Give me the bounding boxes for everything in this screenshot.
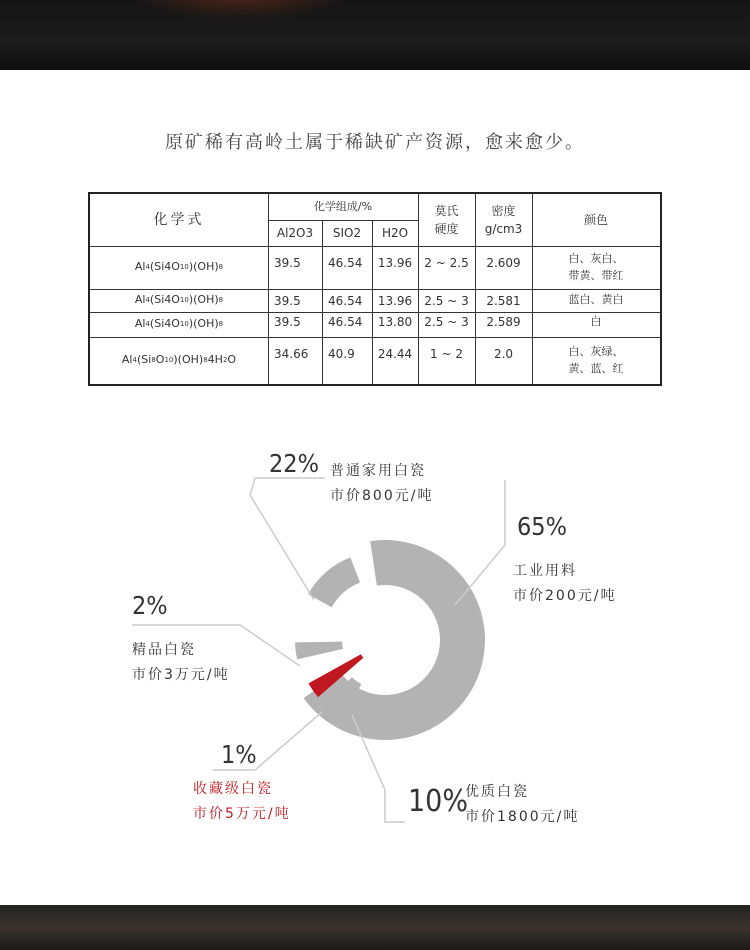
name-1: 收藏级白瓷: [193, 781, 273, 797]
headline: 原矿稀有高岭土属于稀缺矿产资源，愈来愈少。: [165, 132, 585, 153]
price-2: 市价3万元/吨: [132, 667, 230, 683]
price-10: 市价1800元/吨: [465, 809, 580, 825]
pct-22: 22%: [269, 449, 319, 478]
row1-color: 白、灰白、 带黄、带红: [568, 252, 624, 282]
name-65: 工业用料: [513, 563, 577, 579]
row3-hardness: 2.5 ~ 3: [424, 315, 469, 329]
row1-density: 2.609: [486, 256, 521, 270]
name-10: 优质白瓷: [465, 784, 529, 800]
row4-h2o: 24.44: [377, 347, 413, 361]
row4-density: 2.0: [493, 347, 514, 361]
pct-65: 65%: [517, 512, 567, 541]
pct-1: 1%: [221, 740, 257, 769]
row2-hardness: 2.5 ~ 3: [424, 293, 469, 308]
price-22: 市价800元/吨: [330, 488, 434, 504]
header-color: 颜色: [583, 213, 608, 227]
pct-10: 10%: [408, 784, 468, 819]
donut-slice-3: [295, 642, 343, 660]
header-density: 密度 g/cm3: [484, 204, 523, 236]
row3-al2o3: 39.5: [274, 315, 301, 329]
row2-density: 2.581: [486, 293, 521, 308]
header-al2o3: Al2O3: [276, 226, 314, 240]
row3-color: 白: [590, 314, 602, 328]
row1-al2o3: 39.5: [274, 256, 301, 270]
row1-formula: Al 4 (Si4O 10 )(OH) 8: [134, 260, 224, 274]
row4-formula: Al 4 (Si 8 O 10 )(OH) 8 4H 2 O: [121, 353, 237, 367]
price-1: 市价5万元/吨: [193, 806, 291, 822]
bottom-photo-band: [0, 905, 750, 950]
row1-sio2: 46.54: [328, 256, 363, 270]
row3-sio2: 46.54: [328, 315, 363, 329]
row3-density: 2.589: [486, 315, 521, 329]
row1-hardness: 2 ~ 2.5: [424, 256, 469, 270]
name-22: 普通家用白瓷: [330, 463, 426, 479]
header-formula: 化学式: [153, 211, 205, 228]
header-composition: 化学组成/%: [313, 199, 373, 213]
header-h2o: H2O: [381, 226, 409, 240]
row3-formula: Al 4 (Si4O 10 )(OH) 8: [134, 317, 224, 331]
row1-h2o: 13.96: [377, 256, 413, 270]
row3-h2o: 13.80: [377, 315, 413, 329]
pct-2: 2%: [132, 591, 168, 620]
row2-formula: Al 4 (Si4O 10 )(OH) 8: [134, 293, 224, 307]
leader-line-22: [250, 478, 325, 600]
header-hardness: 莫氏 硬度: [434, 204, 459, 236]
row4-al2o3: 34.66: [274, 347, 309, 361]
row4-color: 白、灰绿、 黄、蓝、红: [568, 345, 624, 375]
price-65: 市价200元/吨: [513, 588, 617, 604]
row2-sio2: 46.54: [328, 293, 363, 308]
name-2: 精品白瓷: [132, 642, 196, 658]
row2-h2o: 13.96: [377, 293, 413, 308]
donut-slice-1: [308, 557, 360, 607]
row4-hardness: 1 ~ 2: [430, 347, 463, 361]
row2-color: 蓝白、黄白: [568, 293, 624, 307]
header-sio2: SIO2: [332, 226, 362, 240]
row4-sio2: 40.9: [328, 347, 355, 361]
row2-al2o3: 39.5: [274, 293, 301, 308]
